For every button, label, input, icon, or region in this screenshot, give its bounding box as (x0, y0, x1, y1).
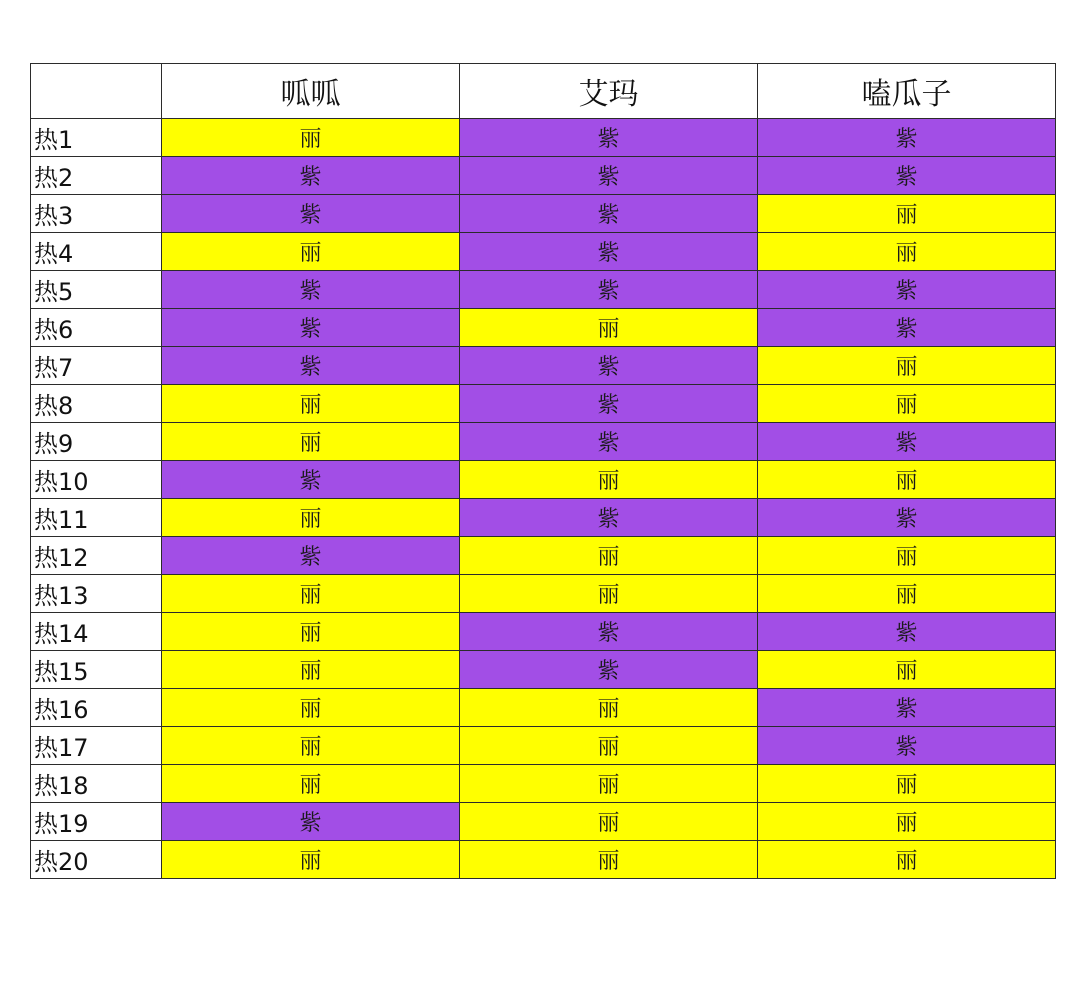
result-cell: 紫 (162, 157, 460, 195)
table-row (31, 651, 1056, 689)
result-cell: 紫 (460, 423, 758, 461)
result-cell: 丽 (162, 613, 460, 651)
result-cell: 紫 (758, 423, 1056, 461)
row-label: 热10 (31, 461, 162, 499)
result-cell: 紫 (758, 271, 1056, 309)
row-label: 热20 (31, 841, 162, 879)
header-row (31, 64, 1056, 119)
row-label: 热11 (31, 499, 162, 537)
result-cell: 丽 (162, 233, 460, 271)
table-row (31, 461, 1056, 499)
table-row (31, 271, 1056, 309)
table-body (31, 119, 1056, 879)
result-cell: 紫 (758, 309, 1056, 347)
result-cell: 紫 (460, 119, 758, 157)
column-header-guagua: 呱呱 (162, 64, 460, 119)
result-cell: 紫 (758, 613, 1056, 651)
result-cell: 紫 (758, 499, 1056, 537)
column-header-keguazi: 嗑瓜子 (758, 64, 1056, 119)
result-cell: 丽 (758, 347, 1056, 385)
result-cell: 丽 (460, 575, 758, 613)
result-cell: 紫 (162, 309, 460, 347)
row-label: 热19 (31, 803, 162, 841)
corner-cell (31, 64, 162, 119)
result-cell: 丽 (758, 461, 1056, 499)
result-cell: 丽 (460, 727, 758, 765)
result-cell: 丽 (758, 575, 1056, 613)
result-cell: 紫 (460, 157, 758, 195)
result-cell: 丽 (758, 385, 1056, 423)
result-cell: 丽 (162, 689, 460, 727)
table-row (31, 537, 1056, 575)
result-cell: 紫 (758, 119, 1056, 157)
result-cell: 紫 (460, 385, 758, 423)
result-cell: 紫 (460, 499, 758, 537)
result-cell: 紫 (460, 613, 758, 651)
row-label: 热17 (31, 727, 162, 765)
result-cell: 紫 (162, 803, 460, 841)
result-cell: 紫 (162, 195, 460, 233)
result-cell: 紫 (460, 195, 758, 233)
result-cell: 紫 (162, 537, 460, 575)
table-row (31, 423, 1056, 461)
table-row (31, 157, 1056, 195)
row-label: 热2 (31, 157, 162, 195)
result-cell: 丽 (162, 575, 460, 613)
result-cell: 丽 (460, 537, 758, 575)
table-row (31, 765, 1056, 803)
table-row (31, 119, 1056, 157)
result-cell: 紫 (460, 271, 758, 309)
row-label: 热6 (31, 309, 162, 347)
result-cell: 丽 (162, 385, 460, 423)
result-cell: 丽 (162, 651, 460, 689)
result-cell: 丽 (460, 803, 758, 841)
result-cell: 紫 (162, 461, 460, 499)
table-row (31, 613, 1056, 651)
row-label: 热16 (31, 689, 162, 727)
table-row (31, 195, 1056, 233)
result-cell: 紫 (162, 271, 460, 309)
row-label: 热8 (31, 385, 162, 423)
row-label: 热4 (31, 233, 162, 271)
row-label: 热7 (31, 347, 162, 385)
result-cell: 紫 (162, 347, 460, 385)
row-label: 热9 (31, 423, 162, 461)
table-row (31, 727, 1056, 765)
result-cell: 丽 (162, 423, 460, 461)
row-label: 热13 (31, 575, 162, 613)
result-cell: 紫 (758, 689, 1056, 727)
result-cell: 丽 (162, 841, 460, 879)
table-row (31, 841, 1056, 879)
row-label: 热1 (31, 119, 162, 157)
table-row (31, 689, 1056, 727)
result-cell: 丽 (460, 309, 758, 347)
table-row (31, 499, 1056, 537)
result-cell: 丽 (758, 651, 1056, 689)
result-cell: 紫 (460, 651, 758, 689)
result-cell: 丽 (758, 765, 1056, 803)
result-cell: 丽 (758, 195, 1056, 233)
row-label: 热14 (31, 613, 162, 651)
result-cell: 丽 (758, 233, 1056, 271)
result-cell: 紫 (758, 727, 1056, 765)
result-cell: 紫 (758, 157, 1056, 195)
result-cell: 丽 (460, 765, 758, 803)
result-cell: 丽 (460, 461, 758, 499)
result-cell: 丽 (758, 841, 1056, 879)
table-row (31, 385, 1056, 423)
table-row (31, 233, 1056, 271)
result-cell: 丽 (162, 119, 460, 157)
row-label: 热12 (31, 537, 162, 575)
result-cell: 丽 (758, 803, 1056, 841)
row-label: 热18 (31, 765, 162, 803)
table-row (31, 309, 1056, 347)
table-row (31, 803, 1056, 841)
row-label: 热5 (31, 271, 162, 309)
result-cell: 丽 (162, 765, 460, 803)
column-header-aima: 艾玛 (460, 64, 758, 119)
result-cell: 紫 (460, 233, 758, 271)
result-cell: 紫 (460, 347, 758, 385)
results-table (30, 63, 1056, 879)
table-row (31, 347, 1056, 385)
result-cell: 丽 (460, 689, 758, 727)
result-cell: 丽 (162, 727, 460, 765)
result-cell: 丽 (758, 537, 1056, 575)
result-cell: 丽 (460, 841, 758, 879)
table-row (31, 575, 1056, 613)
row-label: 热15 (31, 651, 162, 689)
result-cell: 丽 (162, 499, 460, 537)
row-label: 热3 (31, 195, 162, 233)
